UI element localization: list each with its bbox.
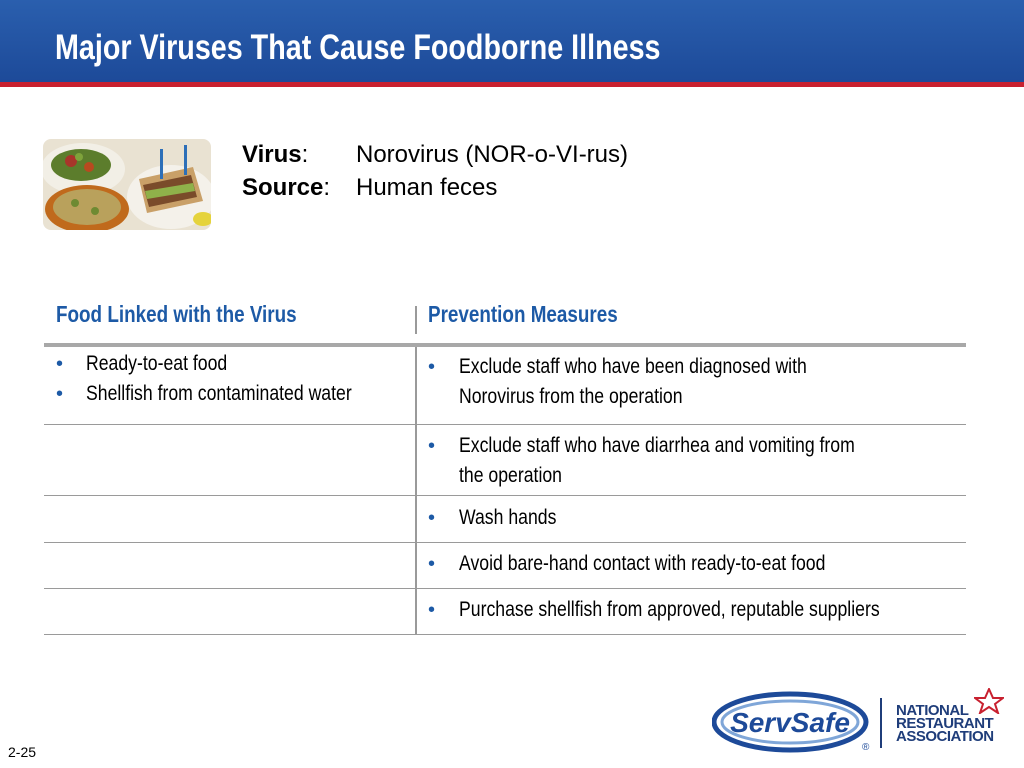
row-divider [44, 424, 966, 425]
virus-label: Virus [242, 141, 302, 168]
row-divider [44, 588, 966, 589]
list-item: • Shellfish from contaminated water [56, 382, 352, 405]
header-prevention: Prevention Measures [428, 301, 618, 327]
header-column-divider [415, 306, 417, 334]
logo-divider [880, 698, 882, 748]
row-divider [44, 495, 966, 496]
column-divider [415, 347, 417, 635]
list-item: • Ready-to-eat food [56, 352, 228, 375]
virus-value: Norovirus (NOR-o-VI-rus) [356, 141, 629, 168]
virus-colon: : [301, 141, 309, 168]
slide-title: Major Viruses That Cause Foodborne Illness [55, 28, 661, 67]
source-value: Human feces [356, 174, 498, 201]
svg-text:®: ® [862, 742, 870, 753]
title-underline [0, 82, 1024, 87]
measure-item: • Avoid bare-hand contact with ready-to-eat food [428, 552, 826, 575]
header-rule [44, 343, 966, 347]
source-colon: : [323, 174, 331, 201]
nra-logo-text: NATIONAL RESTAURANT ASSOCIATION [896, 702, 994, 745]
measure-item: • Exclude staff who have been diagnosed with Norovirus from the operation [428, 355, 807, 408]
food-list [56, 349, 402, 409]
food-photo [43, 139, 211, 230]
title-bar [0, 0, 1024, 82]
footer-logos [712, 688, 1012, 756]
row-divider [44, 634, 966, 635]
page-number: 2-25 [8, 744, 37, 760]
servsafe-logo [712, 688, 872, 756]
source-label: Source [242, 174, 324, 201]
row-divider [44, 542, 966, 543]
svg-text:ServSafe: ServSafe [730, 707, 850, 738]
measure-item: • Exclude staff who have diarrhea and vomiting from the operation [428, 434, 855, 487]
measure-item: • Purchase shellfish from approved, reputable suppliers [428, 598, 880, 621]
measure-item: • Wash hands [428, 506, 557, 529]
header-food-linked: Food Linked with the Virus [56, 301, 297, 327]
